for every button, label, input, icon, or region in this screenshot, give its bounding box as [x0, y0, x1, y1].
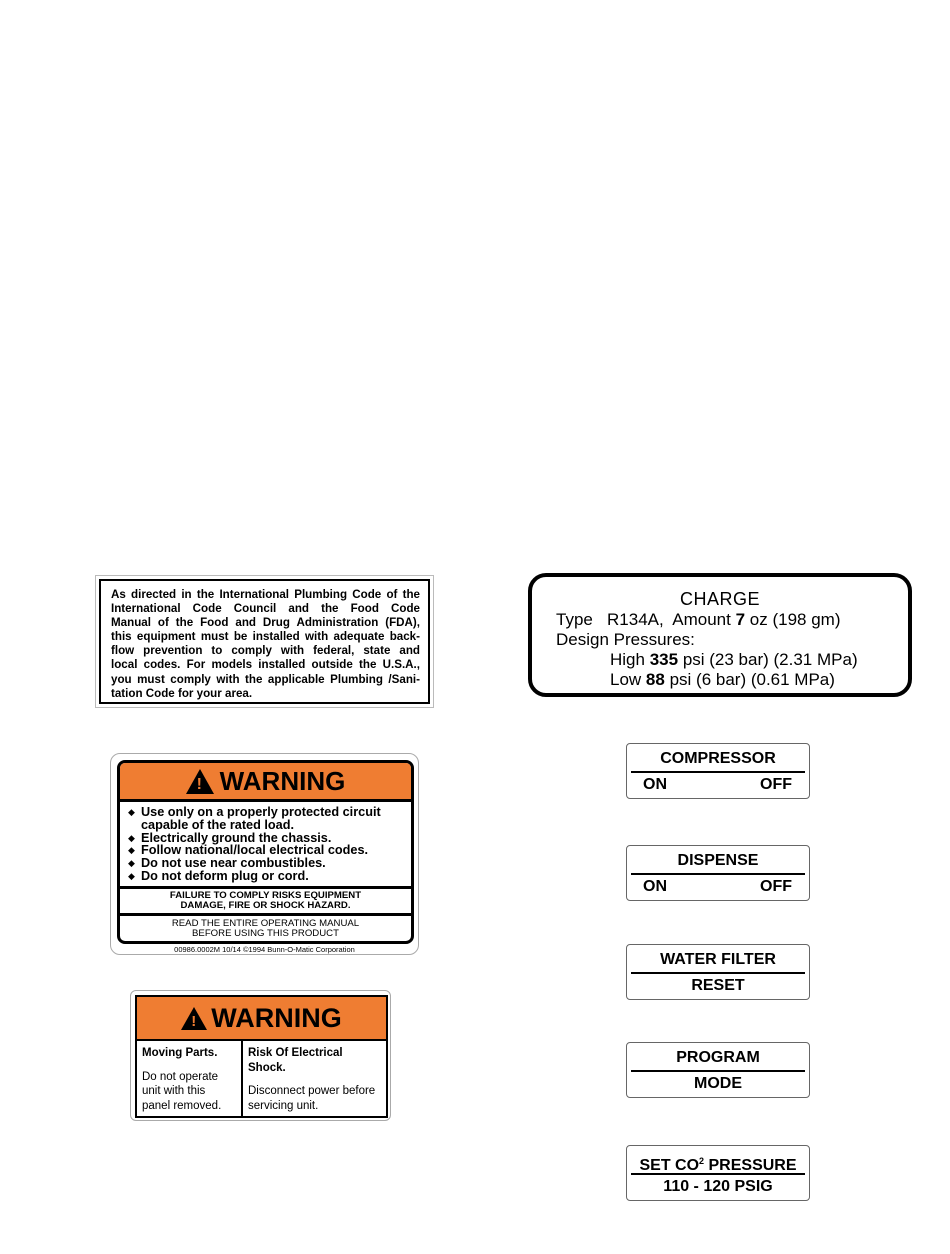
design-pressures: Design Pressures:: [556, 630, 695, 649]
label-bottom: RESET: [691, 977, 745, 994]
warning-columns: [137, 1041, 386, 1118]
high-pressure-row: [610, 650, 858, 670]
low-unit: psi (6 bar) (0.61 MPa): [669, 670, 835, 689]
failure-line: DAMAGE, FIRE OR SHOCK HAZARD.: [180, 900, 351, 912]
co2-pressure-label: [626, 1145, 810, 1201]
warning-header: [137, 997, 386, 1041]
warning-bullet: ◆ Use only on a properly protected circuit: [128, 806, 411, 819]
label-divider: [631, 1070, 805, 1072]
label-bottom: 110 - 120 PSIG: [663, 1178, 773, 1195]
notice-line: As directed in the International Plumbing Code of the: [111, 588, 420, 601]
amount-label: Amount: [672, 610, 731, 629]
notice-line: tation Code for your area.: [111, 686, 253, 700]
body-line: Disconnect power before: [248, 1085, 376, 1097]
high-unit: psi (23 bar) (2.31 MPa): [682, 650, 858, 669]
compressor-switch-label: [626, 743, 810, 799]
label-bottom: MODE: [694, 1075, 742, 1092]
label-on: ON: [643, 878, 667, 895]
label-divider: [631, 771, 805, 773]
notice-line: Manual of the Food and Drug Administration (FDA),: [111, 616, 420, 630]
warning-bullet: ◆ Electrically ground the chassis.: [128, 832, 411, 845]
failure-line: FAILURE TO COMPLY RISKS EQUIPMENT: [169, 889, 362, 901]
read-line: READ THE ENTIRE OPERATING MANUAL: [171, 917, 360, 929]
body-line: Do not operate: [142, 1070, 219, 1083]
refrigerant-charge-label: [528, 573, 912, 697]
warning-triangle-icon: [181, 1007, 207, 1030]
label-off: OFF: [760, 878, 792, 895]
notice-line: you must comply with the applicable Plumbing /Sani-: [111, 672, 420, 686]
body-line: panel removed.: [142, 1099, 222, 1112]
label-title: WATER FILTER: [660, 951, 776, 968]
body-line: unit with this: [142, 1085, 206, 1097]
low-pressure-row: [610, 670, 835, 690]
notice-line: this equipment must be installed with adequate back-: [111, 630, 420, 644]
amount-value: 7: [735, 610, 746, 629]
read-line: BEFORE USING THIS PRODUCT: [192, 928, 339, 940]
moving-parts-column: [137, 1041, 243, 1118]
label-part-number: 00986.0002M 10/14 ©1994 Bunn-O-Matic Corporation: [174, 945, 355, 954]
label-divider: [631, 972, 805, 974]
notice-line: local codes. For models installed outside the U.S.A.,: [111, 658, 420, 672]
read-manual-notice: [120, 916, 411, 940]
plumbing-notice-text: [99, 579, 430, 704]
program-mode-label: [626, 1042, 810, 1098]
charge-title: CHARGE: [679, 589, 760, 609]
low-label: Low: [610, 670, 642, 689]
warning-header: [120, 763, 411, 802]
high-value: 335: [649, 650, 679, 669]
warning-frame: [135, 995, 388, 1118]
body-line: servicing unit.: [248, 1099, 319, 1112]
moving-parts-heading: Moving Parts.: [142, 1047, 218, 1059]
co2-subscript: 2: [699, 1156, 705, 1166]
notice-line: flow prevention to comply with federal, state and: [111, 644, 420, 658]
label-off: OFF: [760, 776, 792, 793]
electrical-shock-heading: Risk Of Electrical Shock.: [248, 1047, 343, 1074]
dispense-switch-label: [626, 845, 810, 901]
label-title: DISPENSE: [677, 852, 759, 869]
label-title: COMPRESSOR: [660, 750, 776, 767]
co2-title-prefix: SET CO: [639, 1157, 700, 1174]
warning-bullet-continuation: capable of the rated load.: [141, 817, 294, 832]
warning-bullet: ◆ Do not use near combustibles.: [128, 857, 411, 870]
warning-header-text: WARNING: [219, 765, 346, 796]
label-on: ON: [643, 776, 667, 793]
label-divider: [631, 1173, 805, 1175]
low-value: 88: [645, 670, 665, 689]
electrical-warning-label: [110, 753, 419, 955]
label-divider: [631, 873, 805, 875]
moving-parts-warning-label: [130, 990, 391, 1121]
co2-title-suffix: PRESSURE: [704, 1157, 797, 1174]
type-value: R134A,: [607, 610, 664, 629]
warning-frame: [117, 760, 414, 944]
warning-bullet: ◆ Do not deform plug or cord.: [128, 870, 411, 883]
warning-triangle-icon: [186, 769, 214, 794]
warning-header-text: WARNING: [211, 1002, 342, 1033]
plumbing-code-notice: [95, 575, 434, 708]
label-title: PROGRAM: [676, 1049, 760, 1066]
failure-notice: [120, 889, 411, 916]
type-label: Type: [556, 610, 593, 629]
notice-line: International Code Council and the Food Code: [111, 602, 420, 616]
electrical-shock-column: [243, 1041, 386, 1118]
amount-unit: oz (198 gm): [749, 610, 841, 629]
water-filter-label: [626, 944, 810, 1000]
charge-type-row: [556, 610, 840, 630]
warning-bullets: [120, 802, 411, 889]
warning-bullet: ◆ Follow national/local electrical codes.: [128, 844, 411, 857]
high-label: High: [610, 650, 645, 669]
